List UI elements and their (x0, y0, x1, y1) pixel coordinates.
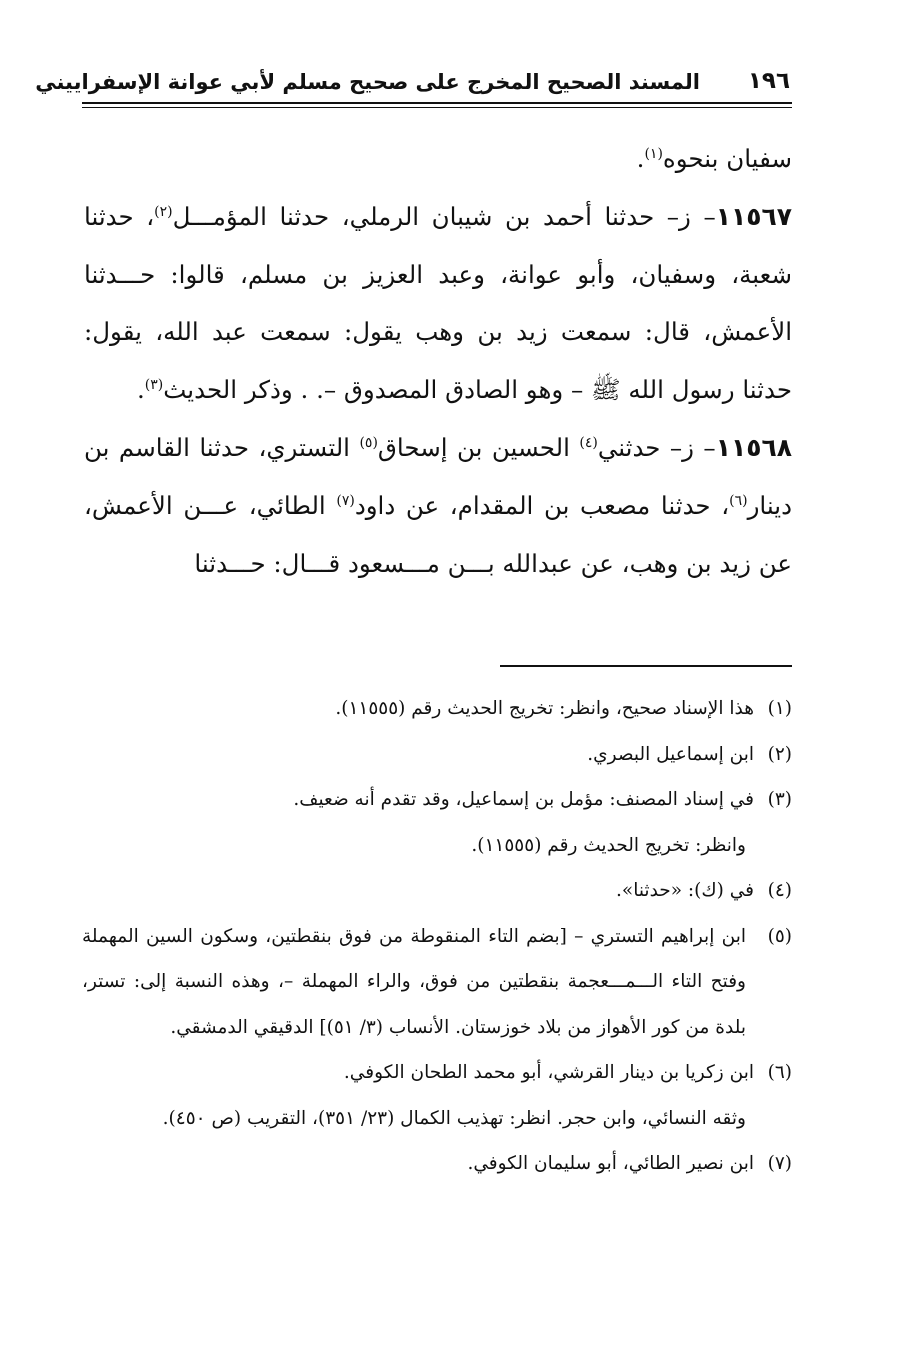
footnote-ref-5[interactable]: (٥) (359, 434, 378, 451)
footnote-ref-7[interactable]: (٧) (336, 492, 355, 509)
hadith-text: الطائي، عـــن الأعمش، عن زيد بن وهب، عن عبدالله بـــن مـــسعود قـــال: حـــدثنا (84, 490, 792, 578)
hadith-11568 (84, 419, 792, 592)
hadith-text: . (136, 375, 145, 405)
hadith-text: ، حدثنا شعبة، وسفيان، وأبو عوانة، وعبد العزيز بن مسلم، قالوا: حـــدثنا الأعمش، قال: سمعت زيد بن وهب يقول: سمعت عبد الله، يقول: حدثنا رسول الله ﷺ – وهو الصادق المصدوق –. . وذكر الحديث (84, 201, 792, 405)
footnote-ref-1[interactable]: (١) (644, 145, 663, 162)
footnote-marker: (٣) (767, 789, 792, 810)
footnote-marker: (٤) (767, 880, 792, 901)
footnote-2 (82, 732, 792, 778)
footnote-text: ابن إبراهيم التستري – [بضم التاء المنقوطة من فوق بنقطتين، وسكون السين المهملة وفتح التاء الـــمـــعجمة بنقطتين من فوق، والراء المهملة –، وهذه النسبة إلى: تستر، بلدة من كور الأهواز من بلاد خوزستان. الأنساب (٣/ ٥١)] الدقيقي الدمشقي. (82, 925, 746, 1038)
footnote-3-continuation: وانظر: تخريج الحديث رقم (١١٥٥٥). (471, 834, 746, 856)
main-text (84, 130, 792, 592)
footnote-ref-4[interactable]: (٤) (579, 434, 598, 451)
opening-text: سفيان بنحوه (662, 144, 792, 173)
footnote-text: ابن إسماعيل البصري. (587, 743, 754, 765)
footnote-text: هذا الإسناد صحيح، وانظر: تخريج الحديث رقم (١١٥٥٥). (335, 698, 754, 719)
hadith-number: ١١٥٦٧ (715, 201, 792, 231)
footnote-5 (82, 914, 792, 1051)
footnote-3 (82, 777, 792, 823)
footnote-6-continuation: وثقه النسائي، وابن حجر. انظر: تهذيب الكمال (٢٣/ ٣٥١)، التقريب (ص ٤٥٠). (162, 1107, 746, 1129)
footnote-text: في (ك): «حدثنا». (616, 880, 754, 901)
opening-end: . (636, 144, 645, 173)
footnote-text: ابن زكريا بن دينار القرشي، أبو محمد الطحان الكوفي. (343, 1062, 754, 1083)
book-title: المسند الصحيح المخرج على صحيح مسلم لأبي عوانة الإسفراييني (35, 70, 700, 94)
header-rule-thin (82, 107, 792, 108)
hadith-text: ، حدثنا مصعب بن المقدام، عن داود (354, 490, 730, 520)
hadith-text: التستري، حدثنا القاسم بن دينار (84, 432, 792, 520)
footnote-marker: (١) (767, 698, 792, 719)
hadith-11567 (84, 188, 792, 419)
opening-line (84, 130, 792, 188)
footnote-6 (82, 1050, 792, 1096)
footnote-text: ابن نصير الطائي، أبو سليمان الكوفي. (467, 1153, 754, 1174)
header-rule (82, 102, 792, 104)
hadith-number: ١١٥٦٨ (715, 432, 792, 462)
footnote-marker: (٢) (767, 743, 792, 765)
running-header (35, 68, 792, 104)
footnote-ref-2[interactable]: (٢) (154, 203, 173, 220)
footnote-marker: (٦) (767, 1062, 792, 1083)
page-number: ١٩٦ (747, 68, 790, 94)
footnote-7 (82, 1141, 792, 1187)
hadith-text: الحسين بن إسحاق (377, 432, 580, 462)
footnote-4 (82, 868, 792, 914)
hadith-text: – ز– حدثنا أحمد بن شيبان الرملي، حدثنا المؤمـــل (172, 201, 716, 231)
hadith-text: – ز– حدثني (597, 432, 716, 462)
footnote-marker: (٥) (767, 925, 792, 947)
footnote-ref-6[interactable]: (٦) (729, 492, 748, 509)
footnote-separator (500, 665, 792, 667)
footnote-ref-3[interactable]: (٣) (144, 377, 164, 394)
footnote-1 (82, 686, 792, 732)
footnotes (82, 686, 792, 1187)
footnote-text: في إسناد المصنف: مؤمل بن إسماعيل، وقد تقدم أنه ضعيف. (293, 789, 754, 810)
footnote-marker: (٧) (767, 1153, 792, 1174)
